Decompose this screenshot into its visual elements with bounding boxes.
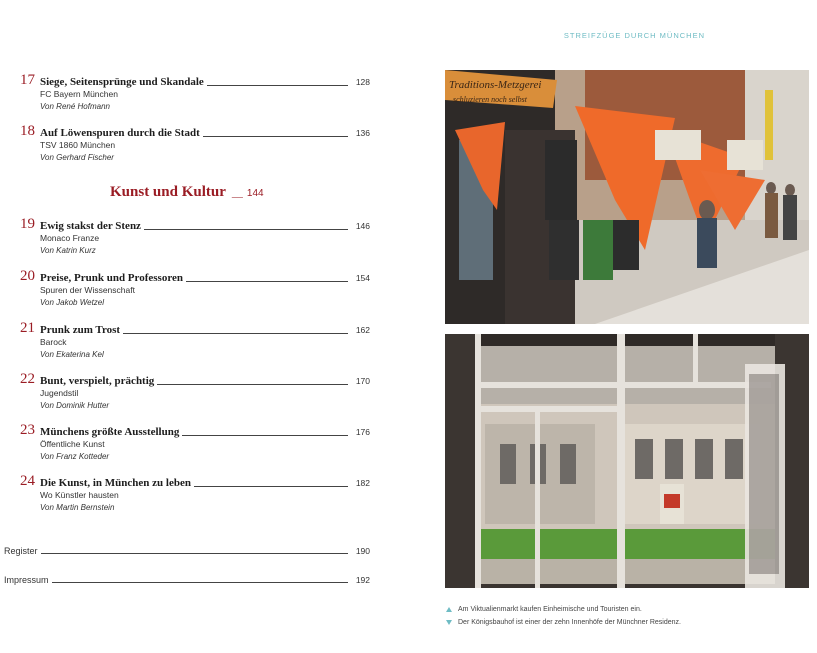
chapter-number: 23 — [20, 422, 35, 438]
chapter-number: 17 — [20, 72, 35, 88]
chapter-title: Bunt, verspielt, prächtig — [40, 375, 155, 387]
page-number: 162 — [355, 325, 370, 335]
chapter-author: Von Martin Bernstein — [40, 503, 115, 512]
caption-bottom-text: Der Königsbauhof ist einer der zehn Innenhöfe der Münchner Residenz. — [458, 619, 681, 626]
chapter-author: Von Dominik Hutter — [40, 401, 110, 410]
dot-leader — [144, 229, 348, 230]
chapter-subtitle: TSV 1860 München — [40, 140, 116, 150]
chapter-subtitle: Öffentliche Kunst — [40, 439, 105, 449]
dot-leader — [52, 582, 348, 583]
chapter-author: Von Ekaterina Kel — [40, 350, 104, 359]
chapter-author: Von Franz Kotteder — [40, 452, 110, 461]
toc-entry[interactable] — [20, 214, 370, 257]
page-number: 154 — [355, 273, 370, 283]
section-heading[interactable] — [110, 184, 264, 201]
page-number: 182 — [355, 478, 370, 488]
dot-leader — [157, 384, 348, 385]
chapter-author: Von Jakob Wetzel — [40, 298, 105, 307]
toc-entry[interactable] — [20, 266, 370, 309]
toc-entry[interactable] — [20, 121, 370, 164]
photo-page — [408, 0, 817, 653]
chapter-subtitle: Jugendstil — [40, 388, 79, 398]
chapter-number: 24 — [20, 473, 35, 489]
section-dash: __ — [231, 187, 243, 199]
chapter-title: Auf Löwenspuren durch die Stadt — [40, 127, 200, 139]
shop-sign-text2: schluzieren noch selbst — [453, 95, 527, 104]
chapter-subtitle: Barock — [40, 337, 67, 347]
toc-entry[interactable] — [20, 70, 370, 113]
toc-entry[interactable] — [20, 471, 370, 514]
dot-leader — [123, 333, 348, 334]
dot-leader — [207, 85, 348, 86]
chapter-title: Preise, Prunk und Professoren — [40, 272, 184, 284]
page-number: 170 — [355, 376, 370, 386]
chapter-title: Siege, Seitensprünge und Skandale — [40, 76, 204, 88]
chapter-title: Münchens größte Ausstellung — [40, 426, 180, 438]
caption-top — [446, 606, 642, 613]
caption-top-text: Am Viktualienmarkt kaufen Einheimische und Touristen ein. — [458, 606, 642, 613]
page-number: 136 — [355, 128, 370, 138]
toc-impressum[interactable] — [4, 571, 370, 585]
toc-entry[interactable] — [20, 369, 370, 412]
dot-leader — [203, 136, 348, 137]
dot-leader — [41, 553, 348, 554]
register-label: Register — [4, 546, 38, 556]
chapter-title: Prunk zum Trost — [40, 324, 121, 336]
page-number: 176 — [355, 427, 370, 437]
page-number: 146 — [355, 221, 370, 231]
photo-viktualienmarkt — [445, 70, 809, 324]
page-number: 128 — [355, 77, 370, 87]
shop-sign-text: Traditions-Metzgerei — [449, 79, 542, 91]
section-title: Kunst und Kultur — [110, 184, 226, 200]
chapter-title: Ewig stakst der Stenz — [40, 220, 141, 232]
table-of-contents — [0, 0, 400, 653]
dot-leader — [186, 281, 348, 282]
chapter-number: 19 — [20, 216, 35, 232]
page-number: 192 — [355, 575, 370, 585]
chapter-number: 22 — [20, 371, 35, 387]
courtyard-scene-illustration — [445, 334, 809, 588]
chapter-subtitle: Monaco Franze — [40, 233, 100, 243]
chapter-subtitle: Spuren der Wissenschaft — [40, 285, 135, 295]
caption-up-icon — [446, 607, 452, 612]
chapter-author: Von Gerhard Fischer — [40, 153, 114, 162]
dot-leader — [182, 435, 348, 436]
chapter-author: Von Katrin Kurz — [40, 246, 96, 255]
toc-entry[interactable] — [20, 420, 370, 463]
caption-down-icon — [446, 620, 452, 625]
chapter-number: 20 — [20, 268, 35, 284]
page-number: 190 — [355, 546, 370, 556]
chapter-author: Von René Hofmann — [40, 102, 110, 111]
running-head: STREIFZÜGE DURCH MÜNCHEN — [563, 31, 705, 40]
dot-leader — [194, 486, 348, 487]
chapter-subtitle: Wo Künstler hausten — [40, 490, 119, 500]
chapter-number: 21 — [20, 320, 35, 336]
toc-entry[interactable] — [20, 318, 370, 361]
caption-bottom — [446, 619, 681, 626]
impressum-label: Impressum — [4, 575, 49, 585]
chapter-number: 18 — [20, 123, 35, 139]
toc-register[interactable] — [4, 542, 370, 556]
chapter-title: Die Kunst, in München zu leben — [40, 477, 191, 489]
chapter-subtitle: FC Bayern München — [40, 89, 118, 99]
photo-koenigsbauhof — [445, 334, 809, 588]
section-page-number: 144 — [246, 188, 264, 199]
market-scene-illustration — [445, 70, 809, 324]
